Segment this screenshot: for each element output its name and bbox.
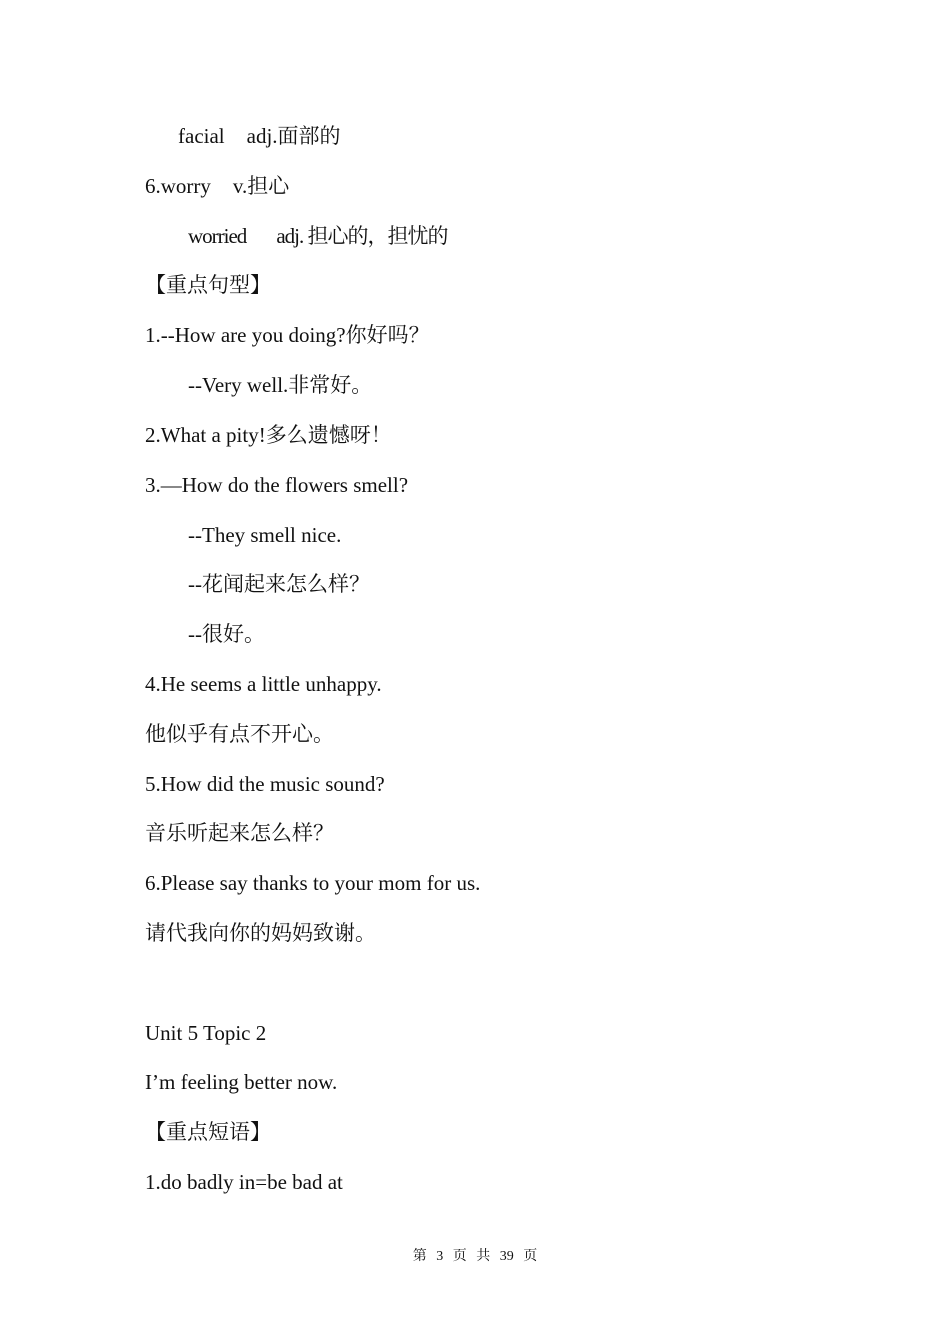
sentence-3-question-translation: --花闻起来怎么样？ xyxy=(188,572,370,596)
sentence-4: 4.He seems a little unhappy. xyxy=(145,672,382,696)
sentence-5: 5.How did the music sound? xyxy=(145,772,385,796)
sentence-6: 6.Please say thanks to your mom for us. xyxy=(145,871,481,895)
sentence-3-question: 3.—How do the flowers smell? xyxy=(145,473,409,497)
unit-title: Unit 5 Topic 2 xyxy=(145,1021,267,1045)
vocab-definition: adj. 担心的，担忧的 xyxy=(276,224,448,248)
vocab-definition: v.担心 xyxy=(232,174,290,198)
phrase-1: 1.do badly in=be bad at xyxy=(145,1170,343,1194)
vocab-entry-facial xyxy=(178,123,341,149)
sentence-3-answer: --They smell nice. xyxy=(188,523,342,547)
section-heading-key-sentences: 【重点句型】 xyxy=(145,273,271,297)
topic-subtitle: I’m feeling better now. xyxy=(145,1070,338,1094)
vocab-definition: adj.面部的 xyxy=(246,124,341,148)
vocab-term: facial xyxy=(178,124,225,148)
vocab-term: 6.worry xyxy=(145,174,211,198)
sentence-2: 2.What a pity!多么遗憾呀！ xyxy=(145,423,392,447)
sentence-5-translation: 音乐听起来怎么样？ xyxy=(145,821,334,845)
sentence-3-answer-translation: --很好。 xyxy=(188,622,265,646)
page-footer: 第 3 页 共 39 页 xyxy=(412,1249,538,1264)
vocab-entry-worried xyxy=(188,223,447,249)
sentence-1-question: 1.--How are you doing?你好吗？ xyxy=(145,323,430,347)
sentence-1-answer: --Very well.非常好。 xyxy=(188,373,373,397)
sentence-6-translation: 请代我向你的妈妈致谢。 xyxy=(145,921,376,945)
sentence-4-translation: 他似乎有点不开心。 xyxy=(145,722,334,746)
vocab-term: worried xyxy=(188,224,247,248)
vocab-entry-worry xyxy=(145,173,289,199)
section-heading-key-phrases: 【重点短语】 xyxy=(145,1120,271,1144)
